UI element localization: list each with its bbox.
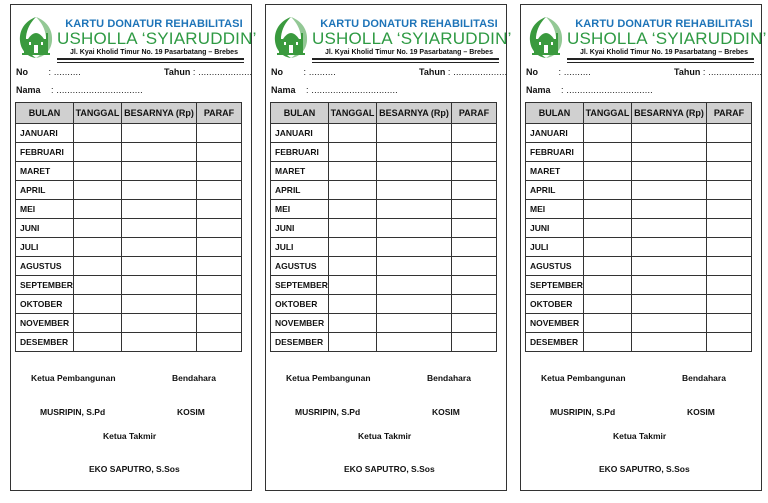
table-row: [271, 295, 497, 314]
table-row: [526, 162, 752, 181]
table-row: [271, 162, 497, 181]
tanggal-cell[interactable]: [584, 181, 632, 200]
besarnya-cell[interactable]: [632, 124, 707, 143]
besarnya-cell[interactable]: [632, 143, 707, 162]
month-cell: JULI: [271, 238, 329, 257]
month-cell: DESEMBER: [16, 333, 74, 352]
month-cell: JANUARI: [16, 124, 74, 143]
table-row: [526, 143, 752, 162]
paraf-cell[interactable]: [707, 257, 752, 276]
paraf-cell[interactable]: [197, 124, 242, 143]
paraf-cell[interactable]: [452, 333, 497, 352]
tanggal-cell[interactable]: [74, 238, 122, 257]
month-cell: MEI: [526, 200, 584, 219]
besarnya-cell[interactable]: [632, 162, 707, 181]
bendahara-title: Bendahara: [172, 373, 216, 383]
month-cell: NOVEMBER: [271, 314, 329, 333]
tanggal-cell[interactable]: [329, 162, 377, 181]
mosque-address: Jl. Kyai Kholid Timur No. 19 Pasarbatang – Brebes: [580, 49, 748, 56]
no-label: No: [526, 67, 538, 77]
column-header: PARAF: [197, 103, 242, 124]
ketua-takmir-title: Ketua Takmir: [613, 431, 667, 441]
tahun-value: : ....................: [702, 67, 763, 77]
table-row: [16, 238, 242, 257]
mosque-logo-icon: [16, 15, 56, 59]
tahun-field: [419, 67, 507, 77]
besarnya-cell[interactable]: [632, 276, 707, 295]
table-row: [271, 238, 497, 257]
month-cell: JANUARI: [526, 124, 584, 143]
no-label: No: [16, 67, 28, 77]
table-row: [271, 333, 497, 352]
besarnya-cell[interactable]: [632, 314, 707, 333]
table-row: [16, 143, 242, 162]
tanggal-cell[interactable]: [584, 219, 632, 238]
tahun-value: : ....................: [447, 67, 508, 77]
month-cell: MEI: [16, 200, 74, 219]
table-row: [271, 143, 497, 162]
month-cell: APRIL: [271, 181, 329, 200]
header-rule-thin: [567, 62, 754, 63]
paraf-cell[interactable]: [707, 314, 752, 333]
besarnya-cell[interactable]: [632, 333, 707, 352]
column-header: BULAN: [271, 103, 329, 124]
besarnya-cell[interactable]: [122, 143, 197, 162]
tanggal-cell[interactable]: [74, 314, 122, 333]
table-row: [16, 162, 242, 181]
paraf-cell[interactable]: [452, 219, 497, 238]
paraf-cell[interactable]: [707, 143, 752, 162]
month-cell: SEPTEMBER: [271, 276, 329, 295]
table-row: [271, 124, 497, 143]
besarnya-cell[interactable]: [377, 276, 452, 295]
paraf-cell[interactable]: [707, 333, 752, 352]
bendahara-title: Bendahara: [682, 373, 726, 383]
besarnya-cell[interactable]: [377, 200, 452, 219]
paraf-cell[interactable]: [452, 181, 497, 200]
tanggal-cell[interactable]: [74, 276, 122, 295]
nama-label: Nama: [271, 85, 296, 95]
paraf-cell[interactable]: [707, 124, 752, 143]
tanggal-cell[interactable]: [329, 333, 377, 352]
paraf-cell[interactable]: [197, 162, 242, 181]
mosque-address: Jl. Kyai Kholid Timur No. 19 Pasarbatang – Brebes: [70, 49, 238, 56]
besarnya-cell[interactable]: [632, 200, 707, 219]
header-rule-thin: [57, 62, 244, 63]
month-cell: JUNI: [16, 219, 74, 238]
paraf-cell[interactable]: [452, 295, 497, 314]
tanggal-cell[interactable]: [329, 238, 377, 257]
card-header: [312, 18, 512, 57]
table-row: [16, 276, 242, 295]
nama-label: Nama: [16, 85, 41, 95]
besarnya-cell[interactable]: [377, 333, 452, 352]
column-header: TANGGAL: [74, 103, 122, 124]
besarnya-cell[interactable]: [632, 219, 707, 238]
ketua-takmir-title: Ketua Takmir: [358, 431, 412, 441]
no-field: [526, 67, 591, 77]
card-title: KARTU DONATUR REHABILITASI: [320, 18, 498, 30]
table-row: [271, 257, 497, 276]
besarnya-cell[interactable]: [632, 295, 707, 314]
table-row: [16, 295, 242, 314]
nama-value: : ................................: [561, 85, 653, 95]
month-cell: JANUARI: [271, 124, 329, 143]
table-row: [526, 124, 752, 143]
month-cell: FEBRUARI: [526, 143, 584, 162]
month-cell: NOVEMBER: [526, 314, 584, 333]
month-cell: MARET: [526, 162, 584, 181]
besarnya-cell[interactable]: [377, 295, 452, 314]
month-cell: APRIL: [16, 181, 74, 200]
tanggal-cell[interactable]: [584, 333, 632, 352]
tanggal-cell[interactable]: [74, 333, 122, 352]
month-cell: SEPTEMBER: [526, 276, 584, 295]
paraf-cell[interactable]: [452, 162, 497, 181]
donation-table: [525, 102, 752, 352]
nama-field: [526, 85, 653, 95]
month-cell: JUNI: [526, 219, 584, 238]
mosque-address: Jl. Kyai Kholid Timur No. 19 Pasarbatang – Brebes: [325, 49, 493, 56]
paraf-cell[interactable]: [707, 219, 752, 238]
donor-card: [10, 4, 257, 491]
table-row: [16, 257, 242, 276]
tanggal-cell[interactable]: [584, 257, 632, 276]
table-row: [16, 333, 242, 352]
table-row: [16, 314, 242, 333]
column-header: PARAF: [707, 103, 752, 124]
tahun-label: Tahun: [164, 67, 191, 77]
month-cell: OKTOBER: [271, 295, 329, 314]
tanggal-cell[interactable]: [584, 200, 632, 219]
tanggal-cell[interactable]: [74, 143, 122, 162]
card-title: KARTU DONATUR REHABILITASI: [575, 18, 753, 30]
mosque-logo-icon: [526, 15, 566, 59]
table-row: [271, 314, 497, 333]
paraf-cell[interactable]: [707, 162, 752, 181]
besarnya-cell[interactable]: [377, 124, 452, 143]
paraf-cell[interactable]: [197, 314, 242, 333]
besarnya-cell[interactable]: [122, 162, 197, 181]
table-row: [526, 314, 752, 333]
header-rule-thick: [312, 58, 499, 60]
month-cell: JULI: [16, 238, 74, 257]
nama-field: [16, 85, 143, 95]
table-row: [271, 276, 497, 295]
besarnya-cell[interactable]: [632, 181, 707, 200]
paraf-cell[interactable]: [452, 124, 497, 143]
paraf-cell[interactable]: [452, 257, 497, 276]
paraf-cell[interactable]: [452, 276, 497, 295]
paraf-cell[interactable]: [197, 219, 242, 238]
tahun-field: [674, 67, 762, 77]
tanggal-cell[interactable]: [584, 295, 632, 314]
bendahara-name: KOSIM: [687, 407, 715, 417]
card-header: [57, 18, 257, 57]
card-title: KARTU DONATUR REHABILITASI: [65, 18, 243, 30]
month-cell: OKTOBER: [16, 295, 74, 314]
ketua-takmir-name: EKO SAPUTRO, S.Sos: [599, 464, 690, 474]
ketua-pembangunan-name: MUSRIPIN, S.Pd: [40, 407, 106, 417]
month-cell: DESEMBER: [526, 333, 584, 352]
ketua-takmir-title: Ketua Takmir: [103, 431, 157, 441]
header-rule-thin: [312, 62, 499, 63]
table-row: [526, 181, 752, 200]
paraf-cell[interactable]: [197, 143, 242, 162]
nama-label: Nama: [526, 85, 551, 95]
table-row: [526, 295, 752, 314]
column-header: BULAN: [16, 103, 74, 124]
no-value: : ..........: [48, 67, 81, 77]
paraf-cell[interactable]: [197, 181, 242, 200]
nama-value: : ................................: [306, 85, 398, 95]
besarnya-cell[interactable]: [122, 124, 197, 143]
paraf-cell[interactable]: [197, 295, 242, 314]
table-row: [526, 238, 752, 257]
paraf-cell[interactable]: [197, 257, 242, 276]
besarnya-cell[interactable]: [122, 314, 197, 333]
month-cell: APRIL: [526, 181, 584, 200]
tanggal-cell[interactable]: [329, 295, 377, 314]
table-row: [271, 200, 497, 219]
column-header: BESARNYA (Rp): [377, 103, 452, 124]
nama-field: [271, 85, 398, 95]
besarnya-cell[interactable]: [122, 295, 197, 314]
no-field: [16, 67, 81, 77]
table-header-row: [16, 103, 242, 124]
paraf-cell[interactable]: [452, 238, 497, 257]
table-row: [271, 181, 497, 200]
besarnya-cell[interactable]: [122, 257, 197, 276]
besarnya-cell[interactable]: [122, 276, 197, 295]
month-cell: NOVEMBER: [16, 314, 74, 333]
column-header: TANGGAL: [329, 103, 377, 124]
table-row: [16, 200, 242, 219]
tanggal-cell[interactable]: [329, 143, 377, 162]
month-cell: FEBRUARI: [271, 143, 329, 162]
card-header: [567, 18, 767, 57]
paraf-cell[interactable]: [197, 276, 242, 295]
table-row: [16, 219, 242, 238]
no-value: : ..........: [558, 67, 591, 77]
tanggal-cell[interactable]: [329, 219, 377, 238]
month-cell: OKTOBER: [526, 295, 584, 314]
tanggal-cell[interactable]: [329, 124, 377, 143]
header-rule-thick: [567, 58, 754, 60]
besarnya-cell[interactable]: [122, 219, 197, 238]
tanggal-cell[interactable]: [584, 124, 632, 143]
month-cell: DESEMBER: [271, 333, 329, 352]
tanggal-cell[interactable]: [329, 200, 377, 219]
tanggal-cell[interactable]: [74, 219, 122, 238]
mosque-name: USHOLLA ‘SYIARUDDIN’: [567, 29, 767, 48]
besarnya-cell[interactable]: [632, 257, 707, 276]
tanggal-cell[interactable]: [584, 238, 632, 257]
no-value: : ..........: [303, 67, 336, 77]
ketua-pembangunan-title: Ketua Pembangunan: [541, 373, 626, 383]
column-header: TANGGAL: [584, 103, 632, 124]
paraf-cell[interactable]: [452, 314, 497, 333]
tanggal-cell[interactable]: [329, 181, 377, 200]
no-label: No: [271, 67, 283, 77]
tanggal-cell[interactable]: [329, 314, 377, 333]
table-row: [526, 276, 752, 295]
bendahara-name: KOSIM: [432, 407, 460, 417]
ketua-pembangunan-title: Ketua Pembangunan: [31, 373, 116, 383]
table-header-row: [271, 103, 497, 124]
besarnya-cell[interactable]: [377, 314, 452, 333]
tanggal-cell[interactable]: [584, 314, 632, 333]
month-cell: MARET: [271, 162, 329, 181]
month-cell: SEPTEMBER: [16, 276, 74, 295]
nama-value: : ................................: [51, 85, 143, 95]
tanggal-cell[interactable]: [329, 276, 377, 295]
table-row: [16, 124, 242, 143]
besarnya-cell[interactable]: [377, 219, 452, 238]
besarnya-cell[interactable]: [122, 181, 197, 200]
table-row: [16, 181, 242, 200]
besarnya-cell[interactable]: [122, 238, 197, 257]
tanggal-cell[interactable]: [74, 181, 122, 200]
ketua-takmir-name: EKO SAPUTRO, S.Sos: [344, 464, 435, 474]
column-header: BESARNYA (Rp): [122, 103, 197, 124]
month-cell: MARET: [16, 162, 74, 181]
paraf-cell[interactable]: [197, 200, 242, 219]
mosque-name: USHOLLA ‘SYIARUDDIN’: [57, 29, 257, 48]
month-cell: JULI: [526, 238, 584, 257]
tahun-label: Tahun: [674, 67, 701, 77]
bendahara-name: KOSIM: [177, 407, 205, 417]
paraf-cell[interactable]: [707, 276, 752, 295]
ketua-pembangunan-name: MUSRIPIN, S.Pd: [295, 407, 361, 417]
column-header: PARAF: [452, 103, 497, 124]
paraf-cell[interactable]: [707, 200, 752, 219]
tanggal-cell[interactable]: [584, 162, 632, 181]
mosque-name: USHOLLA ‘SYIARUDDIN’: [312, 29, 512, 48]
paraf-cell[interactable]: [707, 295, 752, 314]
donor-card: [265, 4, 512, 491]
no-field: [271, 67, 336, 77]
table-row: [526, 257, 752, 276]
tahun-value: : ....................: [192, 67, 253, 77]
month-cell: FEBRUARI: [16, 143, 74, 162]
bendahara-title: Bendahara: [427, 373, 471, 383]
besarnya-cell[interactable]: [377, 257, 452, 276]
besarnya-cell[interactable]: [122, 200, 197, 219]
besarnya-cell[interactable]: [377, 238, 452, 257]
month-cell: AGUSTUS: [271, 257, 329, 276]
tahun-field: [164, 67, 252, 77]
tanggal-cell[interactable]: [74, 162, 122, 181]
besarnya-cell[interactable]: [122, 333, 197, 352]
table-row: [526, 333, 752, 352]
besarnya-cell[interactable]: [377, 143, 452, 162]
tanggal-cell[interactable]: [74, 257, 122, 276]
mosque-logo-icon: [271, 15, 311, 59]
table-row: [526, 200, 752, 219]
paraf-cell[interactable]: [452, 200, 497, 219]
tanggal-cell[interactable]: [584, 276, 632, 295]
donor-card: [520, 4, 767, 491]
tanggal-cell[interactable]: [74, 200, 122, 219]
ketua-takmir-name: EKO SAPUTRO, S.Sos: [89, 464, 180, 474]
besarnya-cell[interactable]: [377, 181, 452, 200]
tanggal-cell[interactable]: [329, 257, 377, 276]
month-cell: JUNI: [271, 219, 329, 238]
ketua-pembangunan-title: Ketua Pembangunan: [286, 373, 371, 383]
column-header: BESARNYA (Rp): [632, 103, 707, 124]
donation-table: [270, 102, 497, 352]
tanggal-cell[interactable]: [74, 124, 122, 143]
paraf-cell[interactable]: [197, 333, 242, 352]
paraf-cell[interactable]: [707, 181, 752, 200]
header-rule-thick: [57, 58, 244, 60]
table-row: [271, 219, 497, 238]
tanggal-cell[interactable]: [584, 143, 632, 162]
tanggal-cell[interactable]: [74, 295, 122, 314]
paraf-cell[interactable]: [452, 143, 497, 162]
month-cell: MEI: [271, 200, 329, 219]
tahun-label: Tahun: [419, 67, 446, 77]
besarnya-cell[interactable]: [632, 238, 707, 257]
besarnya-cell[interactable]: [377, 162, 452, 181]
paraf-cell[interactable]: [197, 238, 242, 257]
month-cell: AGUSTUS: [16, 257, 74, 276]
donation-table: [15, 102, 242, 352]
ketua-pembangunan-name: MUSRIPIN, S.Pd: [550, 407, 616, 417]
paraf-cell[interactable]: [707, 238, 752, 257]
table-row: [526, 219, 752, 238]
table-header-row: [526, 103, 752, 124]
month-cell: AGUSTUS: [526, 257, 584, 276]
column-header: BULAN: [526, 103, 584, 124]
